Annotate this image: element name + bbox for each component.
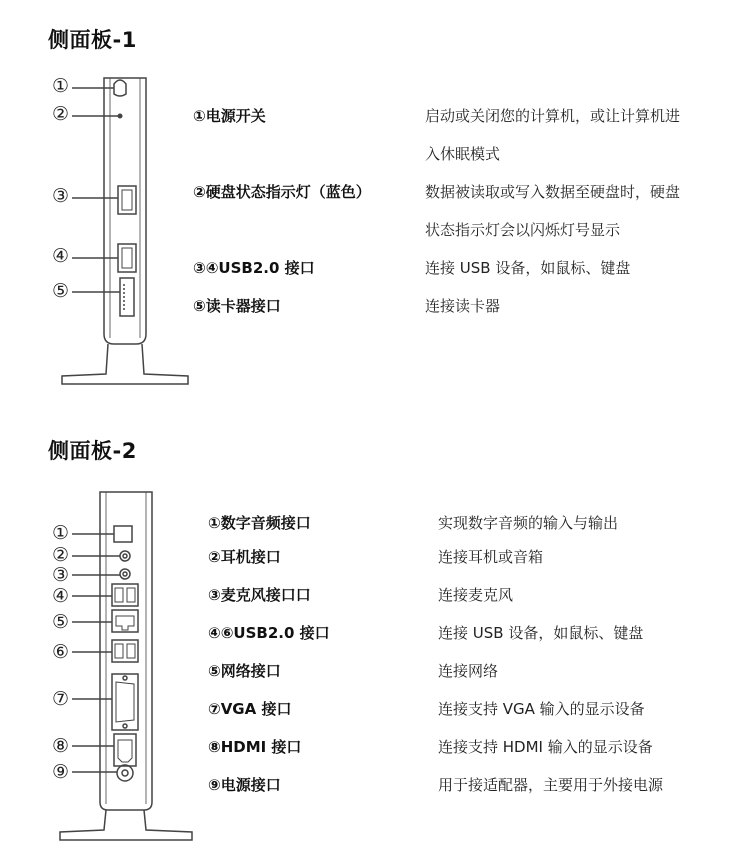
panel2-row6-label: ⑦VGA 接口 — [208, 700, 292, 718]
panel2-row8-desc: 用于接适配器，主要用于外接电源 — [438, 776, 664, 794]
panel1-row2-desc-line1: 数据被读取或写入数据至硬盘时，硬盘 — [425, 183, 681, 201]
panel1-row4-desc: 连接读卡器 — [425, 297, 501, 315]
callout-2: ② — [52, 544, 70, 566]
panel1-row2-label: ②硬盘状态指示灯（蓝色） — [193, 183, 371, 201]
panel2-row3-label: ③麦克风接口口 — [208, 586, 311, 604]
panel1-row4-label: ⑤读卡器接口 — [193, 297, 281, 315]
panel2-row5-desc: 连接网络 — [438, 662, 499, 680]
panel2-row7-desc: 连接支持 HDMI 输入的显示设备 — [438, 738, 653, 756]
panel2-row3-desc: 连接麦克风 — [438, 586, 514, 604]
callout-4: ④ — [52, 585, 70, 607]
panel2-row1-desc: 实现数字音频的输入与输出 — [438, 514, 619, 532]
callout-8: ⑧ — [52, 735, 70, 757]
panel2-row6-desc: 连接支持 VGA 输入的显示设备 — [438, 700, 645, 718]
panel1-row1-desc-line1: 启动或关闭您的计算机，或让计算机进 — [425, 107, 681, 125]
callout-3: ③ — [52, 185, 70, 207]
panel1-row1-desc-line2: 入休眠模式 — [425, 145, 501, 163]
callout-1: ① — [52, 522, 70, 544]
side-panel-1-illustration — [50, 72, 190, 388]
panel1-row3-label: ③④USB2.0 接口 — [193, 259, 315, 277]
panel1-row1-label: ①电源开关 — [193, 107, 266, 125]
callout-6: ⑥ — [52, 641, 70, 663]
panel1-title: 侧面板-1 — [48, 28, 137, 52]
callout-9: ⑨ — [52, 761, 70, 783]
panel2-row1-label: ①数字音频接口 — [208, 514, 311, 532]
callout-7: ⑦ — [52, 688, 70, 710]
callout-2: ② — [52, 103, 70, 125]
panel2-row4-label: ④⑥USB2.0 接口 — [208, 624, 330, 642]
panel1-row3-desc: 连接 USB 设备，如鼠标、键盘 — [425, 259, 631, 277]
callout-1: ① — [52, 75, 70, 97]
side-panel-2-illustration — [50, 488, 195, 850]
callout-5: ⑤ — [52, 611, 70, 633]
panel1-row2-desc-line2: 状态指示灯会以闪烁灯号显示 — [425, 221, 621, 239]
panel2-title: 侧面板-2 — [48, 439, 137, 463]
panel2-row7-label: ⑧HDMI 接口 — [208, 738, 302, 756]
panel2-row2-label: ②耳机接口 — [208, 548, 281, 566]
callout-3: ③ — [52, 564, 70, 586]
panel2-row2-desc: 连接耳机或音箱 — [438, 548, 544, 566]
panel2-row4-desc: 连接 USB 设备，如鼠标、键盘 — [438, 624, 644, 642]
callout-5: ⑤ — [52, 280, 70, 302]
panel2-row8-label: ⑨电源接口 — [208, 776, 281, 794]
callout-4: ④ — [52, 245, 70, 267]
panel2-row5-label: ⑤网络接口 — [208, 662, 281, 680]
